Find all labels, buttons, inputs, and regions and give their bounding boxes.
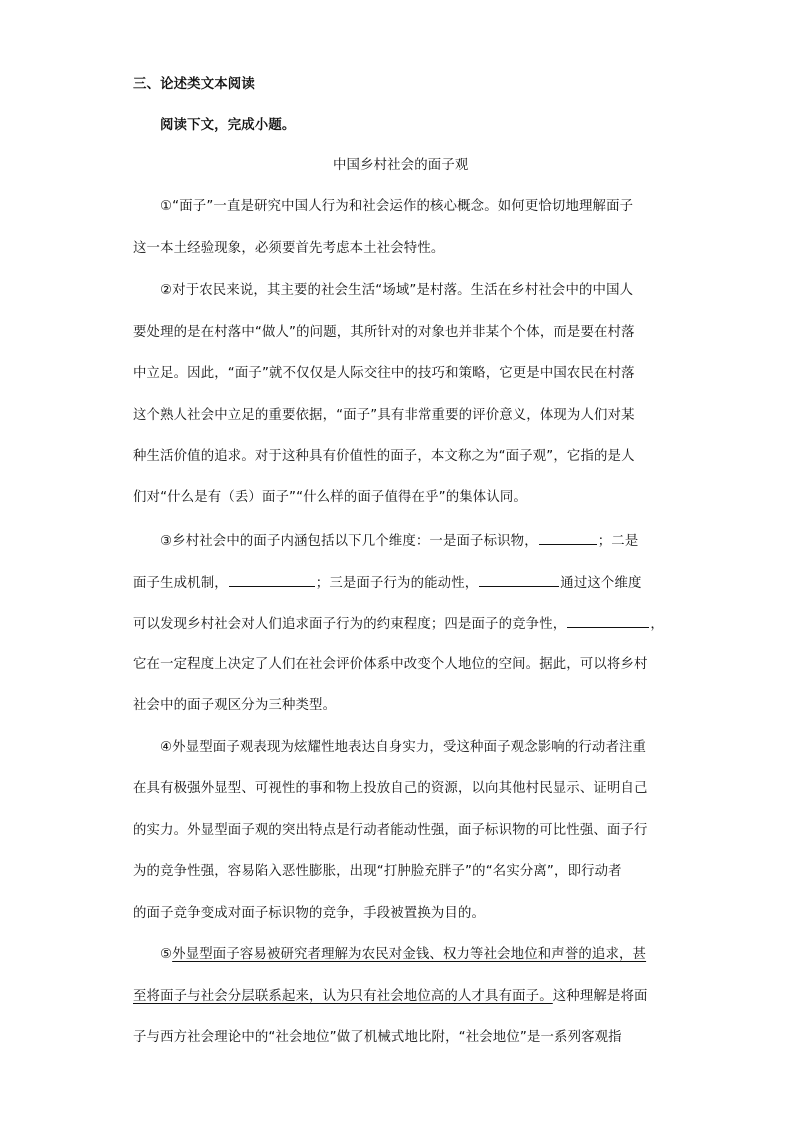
paragraph-4-line-3: 的实力。外显型面子观的突出特点是行动者能动性强，面子标识物的可比性强、面子行 xyxy=(133,823,648,838)
paragraph-5-number: ⑤ xyxy=(160,947,173,962)
paragraph-3-text: 可以发现乡村社会对人们追求面子行为的约束程度；四是面子的竞争性， xyxy=(133,617,567,632)
paragraph-2-line-4: 这个熟人社会中立足的重要依据，“面子”具有非常重要的评价意义，体现为人们对某 xyxy=(133,408,635,423)
paragraph-4-line-4: 为的竞争性强，容易陷入恶性膨胀，出现“打肿脸充胖子”的“名实分离”，即行动者 xyxy=(133,864,622,879)
paragraph-2-line-2: 要处理的是在村落中“做人”的问题，其所针对的对象也并非某个个体，而是要在村落 xyxy=(133,325,635,340)
article-title: 中国乡村社会的面子观 xyxy=(333,158,469,173)
answer-blank-3[interactable] xyxy=(479,573,559,587)
section-heading: 三、论述类文本阅读 xyxy=(133,77,255,92)
underlined-passage: 外显型面子容易被研究者理解为农民对金钱、权力等社会地位和声誉的追求，甚 xyxy=(172,947,647,962)
paragraph-3-line-5: 社会中的面子观区分为三种类型。 xyxy=(133,698,337,713)
paragraph-3-line-1 xyxy=(160,531,638,551)
paragraph-4-line-5: 的面子竞争变成对面子标识物的竞争，手段被置换为目的。 xyxy=(133,906,486,921)
paragraph-4-line-1: ④外显型面子观表现为炫耀性地表达自身实力，受这种面子观念影响的行动者注重 xyxy=(160,740,647,755)
answer-blank-2[interactable] xyxy=(229,573,315,587)
answer-blank-1[interactable] xyxy=(539,531,597,545)
paragraph-3-text: ；二是 xyxy=(597,534,639,549)
underlined-passage: 至将面子与社会分层联系起来，认为只有社会地位高的人才具有面子。 xyxy=(133,989,553,1004)
paragraph-1-line-2: 这一本土经验现象，必须要首先考虑本土社会特性。 xyxy=(133,241,445,256)
paragraph-3-text: 通过这个维度 xyxy=(560,576,642,591)
paragraph-2-line-6: 们对“什么是有（丢）面子”“什么样的面子值得在乎”的集体认同。 xyxy=(133,490,527,505)
paragraph-3-line-4: 它在一定程度上决定了人们在社会评价体系中改变个人地位的空间。据此，可以将乡村 xyxy=(133,657,648,672)
paragraph-3-line-3 xyxy=(133,614,664,634)
paragraph-5-line-2 xyxy=(133,988,648,1006)
paragraph-3-text: ③乡村社会中的面子内涵包括以下几个维度：一是面子标识物， xyxy=(160,534,538,549)
paragraph-3-text: ；三是面子行为的能动性， xyxy=(315,576,479,591)
paragraph-5-line-3: 子与西方社会理论中的“社会地位”做了机械式地比附，“社会地位”是一系列客观指 xyxy=(133,1030,622,1045)
paragraph-2-line-5: 种生活价值的追求。对于这种具有价值性的面子，本文称之为“面子观”，它指的是人 xyxy=(133,449,635,464)
paragraph-1-line-1: ①“面子”一直是研究中国人行为和社会运作的核心概念。如何更恰切地理解面子 xyxy=(160,199,634,214)
answer-blank-4[interactable] xyxy=(567,614,649,628)
paragraph-5-text: 这种理解是将面 xyxy=(552,989,648,1004)
instruction-text: 阅读下文，完成小题。 xyxy=(160,118,296,133)
paragraph-2-line-1: ②对于农民来说，其主要的社会生活“场域”是村落。生活在乡村社会中的中国人 xyxy=(160,283,634,298)
paragraph-2-line-3: 中立足。因此，“面子”就不仅仅是人际交往中的技巧和策略，它更是中国农民在村落 xyxy=(133,366,635,381)
paragraph-3-text: 面子生成机制， xyxy=(133,576,228,591)
paragraph-4-line-2: 在具有极强外显型、可视性的事和物上投放自己的资源，以向其他村民显示、证明自己 xyxy=(133,781,648,796)
paragraph-5-line-1 xyxy=(160,946,646,964)
paragraph-3-line-2 xyxy=(133,573,642,593)
paragraph-3-text: ， xyxy=(650,617,664,632)
